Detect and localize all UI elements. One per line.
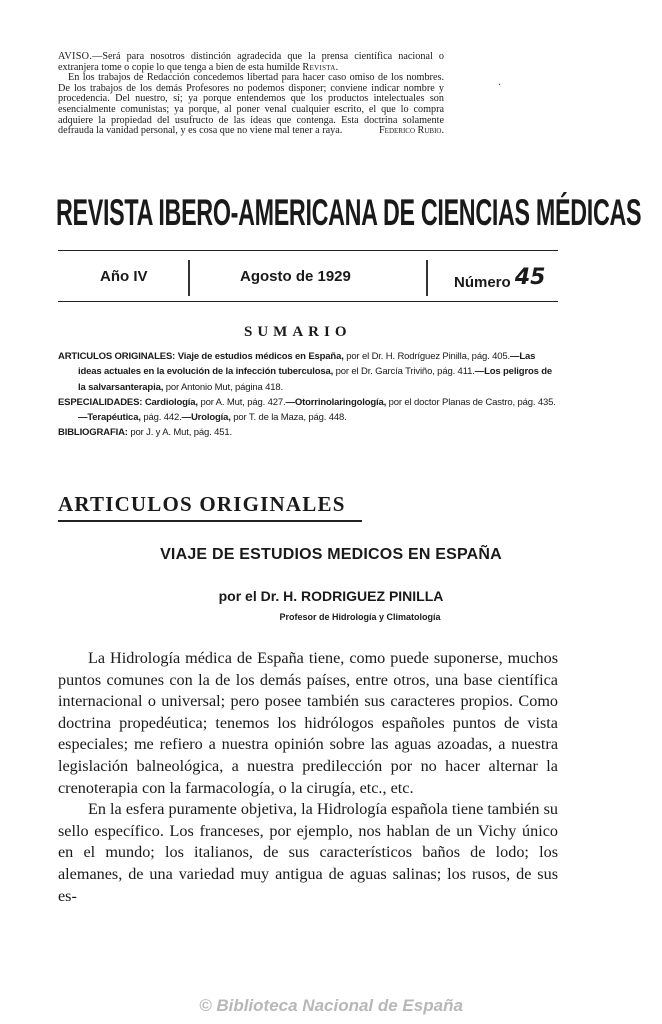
- sumario-esp-item: —Terapéutica,: [78, 412, 141, 424]
- sumario-originales-item: —Los peligros de la salvarsanterapia,: [78, 366, 553, 393]
- sumario-especialidades: [58, 395, 558, 426]
- sumario-esp-detail: por el doctor Planas de Castro, pág. 435.: [388, 396, 556, 408]
- sumario-bibliografia-label: BIBLIOGRAFIA:: [58, 427, 128, 439]
- sumario-originales-label: ARTICULOS ORIGINALES:: [58, 351, 176, 362]
- sumario-especialidades-label: ESPECIALIDADES:: [58, 396, 143, 408]
- sumario-esp-item: Cardiología,: [144, 396, 198, 408]
- aviso-notice: AVISO.—Será para nosotros distinción agradecida que la prensa científica nacional o extranjera tome o copie lo que tenga a bien de esta humilde Revista. En los trabajos de Redacción concedemos libertad para hacer caso omiso de los nombres. De los trabajos de los demás Profesores no podemos disponer; conviene indicar nombre y procedencia. Del nuestro, sí; ya porque entendemos que los productos intelectuales son esencialmente comunistas; ya porque, al poner venal cualquier escrito, el que lo compra adquiere la propiedad del usufructo de las ideas que contenga. Esta doctrina solamente defrauda la vanidad personal, y es cosa que no viene mal tener a raya. Federico Rubio.: [58, 51, 444, 137]
- aviso-text-2: En los trabajos de Redacción concedemos libertad para hacer caso omiso de los nombres. De los trabajos de los demás Profesores no podemos disponer; conviene indicar nombre y procedencia. Del nuestro, sí; ya porque entendemos que los productos intelectuales son esencialmente comunistas; ya porque, al poner venal cualquier escrito, el que lo compra adquiere la propiedad del usufructo de las ideas que contenga. Esta doctrina solamente defrauda la vanidad personal, y es cosa que no viene mal tener a raya.: [58, 72, 444, 137]
- issue-year: Año IV: [100, 268, 148, 285]
- sumario-esp-item: —Urología,: [181, 412, 231, 424]
- sumario-contents: [58, 349, 558, 441]
- footer-watermark: © Biblioteca Nacional de España: [199, 996, 463, 1015]
- sumario-esp-detail: pág. 442.: [143, 412, 182, 424]
- sumario-originales-detail: por Antonio Mut, página 418.: [165, 381, 283, 393]
- masthead-title: REVISTA IBERO-AMERICANA DE CIENCIAS MÉDICAS: [56, 192, 642, 233]
- sumario-esp-detail: por T. de la Maza, pág. 448.: [233, 412, 347, 424]
- sumario-originales: [58, 349, 558, 395]
- article-paragraph: En la esfera puramente objetiva, la Hidrología española tiene también su sello específico. Los franceses, por ejemplo, nos hablan de un Vichy único en el mundo; los italianos, de sus característicos baños de lodo; los alemanes, de una variedad muy antigua de aguas salinas; los rusos, de sus es-: [58, 800, 558, 905]
- aviso-revista-word: Revista: [302, 61, 336, 73]
- aviso-label: AVISO.: [58, 51, 93, 62]
- sumario-originales-item: —Las ideas actuales en la evolución de la infección tuberculosa,: [78, 351, 536, 378]
- article-author-role: Profesor de Hidrología y Climatología: [279, 612, 441, 622]
- sumario-originales-item: Viaje de estudios médicos en España,: [177, 351, 344, 362]
- article-body: [58, 648, 558, 907]
- stray-mark: ·: [498, 80, 502, 91]
- article-paragraph: La Hidrología médica de España tiene, como puede suponerse, muchos puntos comunes con la de los demás países, entre otros, una base científica internacional o universal; pero posee también sus caracteres propios. Como doctrina propedéutica; tenemos los hidrólogos españoles puntos de vista especiales; me refiero a nuestra opinión sobre las aguas azoadas, a nuestra legislación balneológica, a nuestra predilección por no hacer alternar la crenoterapia con la farmacología, o la cirugía, etc., etc.: [58, 649, 558, 797]
- article-author: por el Dr. H. RODRIGUEZ PINILLA: [218, 588, 444, 604]
- sumario-originales-detail: por el Dr. García Triviño, pág. 411.: [335, 366, 475, 378]
- sumario-esp-item: —Otorrinolaringología,: [285, 396, 387, 408]
- issue-separator: [188, 260, 192, 296]
- sumario-esp-detail: por A. Mut, pág. 427.: [200, 396, 286, 408]
- sumario-originales-detail: por el Dr. H. Rodríguez Pinilla, pág. 405.: [346, 351, 510, 362]
- article-title: VIAJE DE ESTUDIOS MEDICOS EN ESPAÑA: [160, 546, 502, 563]
- issue-date: Agosto de 1929: [240, 268, 351, 285]
- sumario-bibliografia-text: por J. y A. Mut, pág. 451.: [130, 427, 233, 439]
- issue-number-label: Número: [454, 274, 511, 291]
- issue-number: [454, 265, 546, 293]
- issue-bar: [60, 256, 558, 300]
- aviso-signature: Federico Rubio.: [379, 125, 444, 137]
- sumario-bibliografia: [58, 425, 558, 440]
- section-heading: ARTICULOS ORIGINALES: [58, 492, 362, 522]
- masthead-top-rule: [58, 250, 558, 251]
- masthead-container: [56, 190, 642, 242]
- sumario-title: SUMARIO: [244, 324, 352, 340]
- issue-bottom-rule: [58, 301, 558, 302]
- aviso-text-1: —Será para nosotros distinción agradecida que la prensa científica nacional o extranjera tome o copie lo que tenga a bien de esta humilde: [58, 51, 444, 73]
- issue-number-value: 45: [514, 265, 546, 290]
- issue-separator: [426, 260, 430, 296]
